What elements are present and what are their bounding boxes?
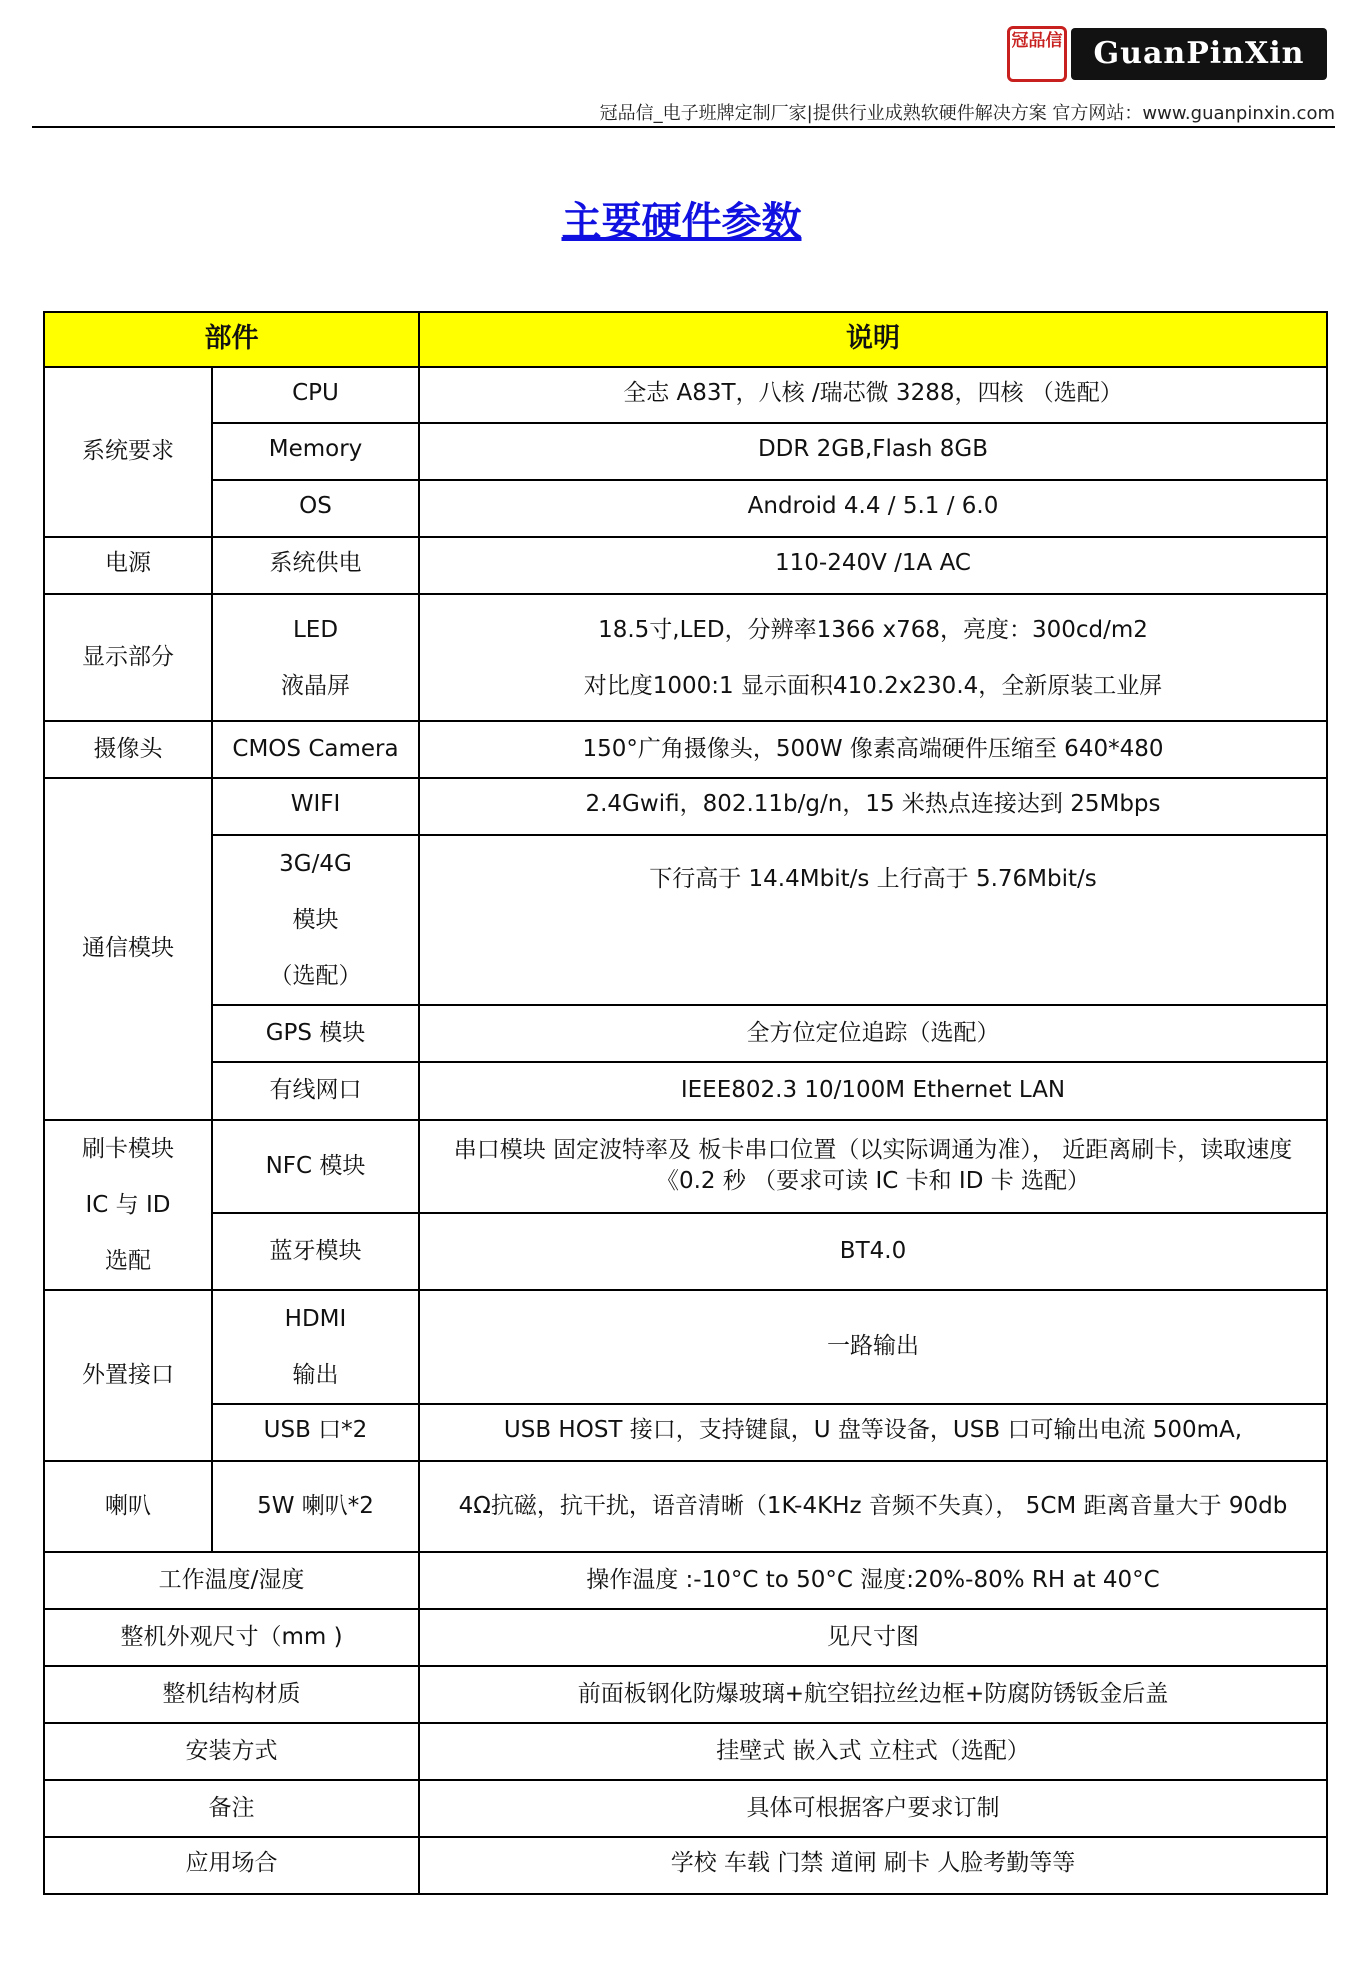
table-row bbox=[44, 594, 1327, 721]
table-row bbox=[44, 1666, 1327, 1723]
table-row bbox=[44, 1461, 1327, 1552]
item-desc: 全志 A83T，八核 /瑞芯微 3288，四核 （选配） bbox=[419, 367, 1327, 423]
item-desc: 2.4Gwifi，802.11b/g/n，15 米热点连接达到 25Mbps bbox=[419, 778, 1327, 835]
item-desc: 下行高于 14.4Mbit/s 上行高于 5.76Mbit/s bbox=[419, 835, 1327, 1005]
item-label: CMOS Camera bbox=[212, 721, 419, 778]
table-row bbox=[44, 1404, 1327, 1461]
row-label: 整机结构材质 bbox=[44, 1666, 419, 1723]
item-label: 蓝牙模块 bbox=[212, 1213, 419, 1290]
table-row bbox=[44, 1062, 1327, 1120]
table-row bbox=[44, 1780, 1327, 1837]
table-row bbox=[44, 1552, 1327, 1609]
group-label: 电源 bbox=[44, 537, 212, 594]
table-row bbox=[44, 423, 1327, 480]
item-label-line: LED bbox=[292, 616, 339, 643]
table-row bbox=[44, 1290, 1327, 1404]
item-label: USB 口*2 bbox=[212, 1404, 419, 1461]
row-desc: 操作温度 :-10°C to 50°C 湿度:20%-80% RH at 40°C bbox=[419, 1552, 1327, 1609]
item-label: 有线网口 bbox=[212, 1062, 419, 1120]
row-label: 应用场合 bbox=[44, 1837, 419, 1894]
item-label bbox=[212, 835, 419, 1005]
group-label: 显示部分 bbox=[44, 594, 212, 721]
item-desc: IEEE802.3 10/100M Ethernet LAN bbox=[419, 1062, 1327, 1120]
table-row bbox=[44, 1005, 1327, 1062]
table-row bbox=[44, 1837, 1327, 1894]
item-label: CPU bbox=[212, 367, 419, 423]
item-desc: 150°广角摄像头，500W 像素高端硬件压缩至 640*480 bbox=[419, 721, 1327, 778]
item-desc: Android 4.4 / 5.1 / 6.0 bbox=[419, 480, 1327, 537]
group-label-line: 选配 bbox=[105, 1248, 151, 1274]
row-desc: 挂壁式 嵌入式 立柱式（选配） bbox=[419, 1723, 1327, 1780]
header-description: 说明 bbox=[419, 312, 1327, 367]
item-label: WIFI bbox=[212, 778, 419, 835]
item-label: Memory bbox=[212, 423, 419, 480]
item-label-line: 液晶屏 bbox=[281, 672, 350, 699]
group-label: 喇叭 bbox=[44, 1461, 212, 1552]
item-label-line: HDMI bbox=[284, 1306, 347, 1332]
group-label: 通信模块 bbox=[44, 778, 212, 1120]
item-label-line: （选配） bbox=[269, 963, 362, 989]
item-desc: BT4.0 bbox=[419, 1213, 1327, 1290]
group-label-line: 刷卡模块 bbox=[82, 1136, 174, 1162]
table-row bbox=[44, 1120, 1327, 1213]
item-label: 系统供电 bbox=[212, 537, 419, 594]
table-row bbox=[44, 1609, 1327, 1666]
table-header-row bbox=[44, 312, 1327, 367]
spec-table bbox=[43, 311, 1328, 1895]
table-row bbox=[44, 1723, 1327, 1780]
logo-seal: 冠品信 bbox=[1007, 26, 1067, 82]
table-row bbox=[44, 778, 1327, 835]
header-tagline: 冠品信_电子班牌定制厂家|提供行业成熟软硬件解决方案 官方网站：www.guanpinxin.com bbox=[599, 103, 1335, 124]
row-desc: 学校 车载 门禁 道闸 刷卡 人脸考勤等等 bbox=[419, 1837, 1327, 1894]
item-label: GPS 模块 bbox=[212, 1005, 419, 1062]
item-label: 5W 喇叭*2 bbox=[212, 1461, 419, 1552]
row-label: 整机外观尺寸（mm ) bbox=[44, 1609, 419, 1666]
table-row bbox=[44, 835, 1327, 1005]
item-desc: 一路输出 bbox=[419, 1290, 1327, 1404]
item-desc: 串口模块 固定波特率及 板卡串口位置（以实际调通为准）， 近距离刷卡，读取速度《0.2 秒 （要求可读 IC 卡和 ID 卡 选配） bbox=[419, 1120, 1327, 1213]
item-desc: 110-240V /1A AC bbox=[419, 537, 1327, 594]
table-row bbox=[44, 537, 1327, 594]
item-desc-line: 18.5寸,LED，分辨率1366 x768，亮度：300cd/m2 bbox=[598, 616, 1148, 643]
header-component: 部件 bbox=[44, 312, 419, 367]
table-row bbox=[44, 480, 1327, 537]
item-label-line: 3G/4G bbox=[279, 851, 352, 877]
group-label: 外置接口 bbox=[44, 1290, 212, 1461]
item-label: NFC 模块 bbox=[212, 1120, 419, 1213]
item-label-line: 输出 bbox=[292, 1362, 339, 1388]
row-desc: 见尺寸图 bbox=[419, 1609, 1327, 1666]
group-label: 系统要求 bbox=[44, 367, 212, 537]
item-desc bbox=[419, 594, 1327, 721]
group-label-line: IC 与 ID bbox=[85, 1192, 171, 1218]
row-label: 安装方式 bbox=[44, 1723, 419, 1780]
row-desc: 具体可根据客户要求订制 bbox=[419, 1780, 1327, 1837]
item-desc-line: 对比度1000:1 显示面积410.2x230.4，全新原装工业屏 bbox=[583, 672, 1163, 699]
row-label: 工作温度/湿度 bbox=[44, 1552, 419, 1609]
item-desc: DDR 2GB,Flash 8GB bbox=[419, 423, 1327, 480]
item-desc: 4Ω抗磁，抗干扰，语音清晰（1K-4KHz 音频不失真）， 5CM 距离音量大于 90db bbox=[419, 1461, 1327, 1552]
logo bbox=[1007, 20, 1327, 84]
table-row bbox=[44, 367, 1327, 423]
header-divider bbox=[32, 126, 1335, 128]
logo-text: GuanPinXin bbox=[1071, 28, 1327, 80]
row-label: 备注 bbox=[44, 1780, 419, 1837]
item-label bbox=[212, 1290, 419, 1404]
table-row bbox=[44, 721, 1327, 778]
row-desc: 前面板钢化防爆玻璃+航空铝拉丝边框+防腐防锈钣金后盖 bbox=[419, 1666, 1327, 1723]
group-label: 摄像头 bbox=[44, 721, 212, 778]
item-desc: 全方位定位追踪（选配） bbox=[419, 1005, 1327, 1062]
item-label-line: 模块 bbox=[292, 907, 339, 933]
item-label bbox=[212, 594, 419, 721]
group-label bbox=[44, 1120, 212, 1290]
page-title: 主要硬件参数 bbox=[561, 199, 802, 245]
table-row bbox=[44, 1213, 1327, 1290]
item-desc: USB HOST 接口，支持键鼠，U 盘等设备，USB 口可输出电流 500mA, bbox=[419, 1404, 1327, 1461]
item-label: OS bbox=[212, 480, 419, 537]
